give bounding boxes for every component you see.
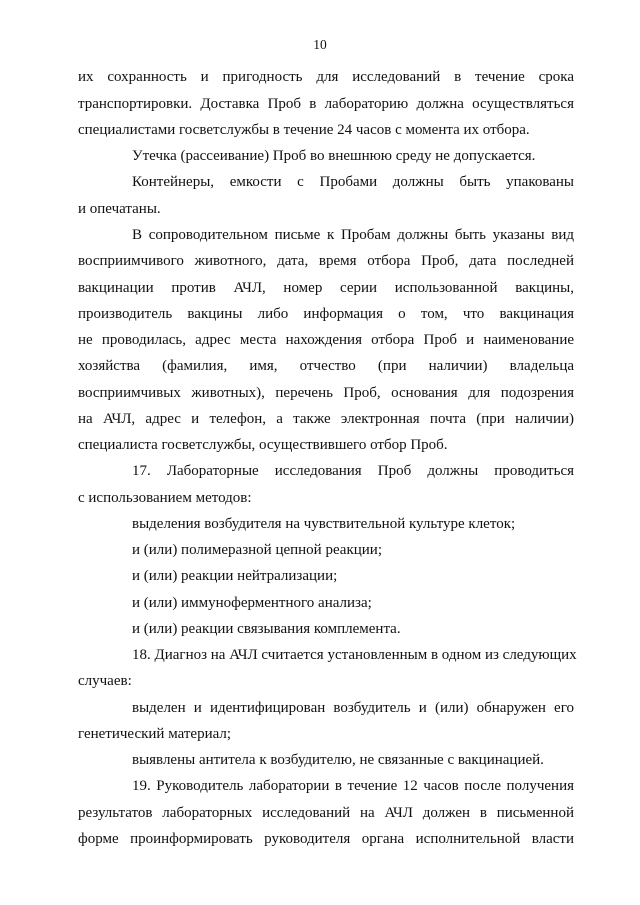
text-line: вакцинации против АЧЛ, номер серии использованной вакцины, <box>78 280 574 296</box>
text-line: и (или) полимеразной цепной реакции; <box>132 542 382 558</box>
text-line: выделения возбудителя на чувствительной культуре клеток; <box>132 516 516 532</box>
text-line: их сохранность и пригодность для исследований в течение срока <box>78 69 574 85</box>
text-line: хозяйства (фамилия, имя, отчество (при наличии) владельца <box>78 358 574 374</box>
text-line: производитель вакцины либо информация о том, что вакцинация <box>78 306 574 322</box>
text-line: и опечатаны. <box>78 201 161 217</box>
text-line: случаев: <box>78 673 132 689</box>
text-line: транспортировки. Доставка Проб в лабораторию должна осуществляться <box>78 96 574 112</box>
text-line: результатов лабораторных исследований на АЧЛ должен в письменной <box>78 805 574 821</box>
text-line: и (или) реакции нейтрализации; <box>132 568 338 584</box>
text-line: 19. Руководитель лаборатории в течение 12 часов после получения <box>132 778 574 794</box>
text-line: восприимчивых животных), перечень Проб, основания для подозрения <box>78 385 574 401</box>
text-line: В сопроводительном письме к Пробам должны быть указаны вид <box>132 227 574 243</box>
text-line: не проводилась, адрес места нахождения отбора Проб и наименование <box>78 332 574 348</box>
text-line: Утечка (рассеивание) Проб во внешнюю среду не допускается. <box>132 148 536 164</box>
text-line: специалистами госветслужбы в течение 24 часов с момента их отбора. <box>78 122 530 138</box>
text-line: 17. Лабораторные исследования Проб должны проводиться <box>132 463 574 479</box>
text-line: выделен и идентифицирован возбудитель и (или) обнаружен его <box>132 700 574 716</box>
page-number: 10 <box>313 37 327 52</box>
text-line: Контейнеры, емкости с Пробами должны быть упакованы <box>132 174 574 190</box>
text-line: специалиста госветслужбы, осуществившего отбор Проб. <box>78 437 448 453</box>
text-line: на АЧЛ, адрес и телефон, а также электронная почта (при наличии) <box>78 411 574 427</box>
text-line: восприимчивого животного, дата, время отбора Проб, дата последней <box>78 253 574 269</box>
text-line: 18. Диагноз на АЧЛ считается установленным в одном из следующих <box>132 647 577 663</box>
text-line: форме проинформировать руководителя органа исполнительной власти <box>78 831 574 847</box>
text-line: с использованием методов: <box>78 490 252 506</box>
text-line: выявлены антитела к возбудителю, не связанные с вакцинацией. <box>132 752 544 768</box>
text-line: и (или) иммуноферментного анализа; <box>132 595 372 611</box>
text-line: и (или) реакции связывания комплемента. <box>132 621 401 637</box>
text-line: генетический материал; <box>78 726 232 742</box>
